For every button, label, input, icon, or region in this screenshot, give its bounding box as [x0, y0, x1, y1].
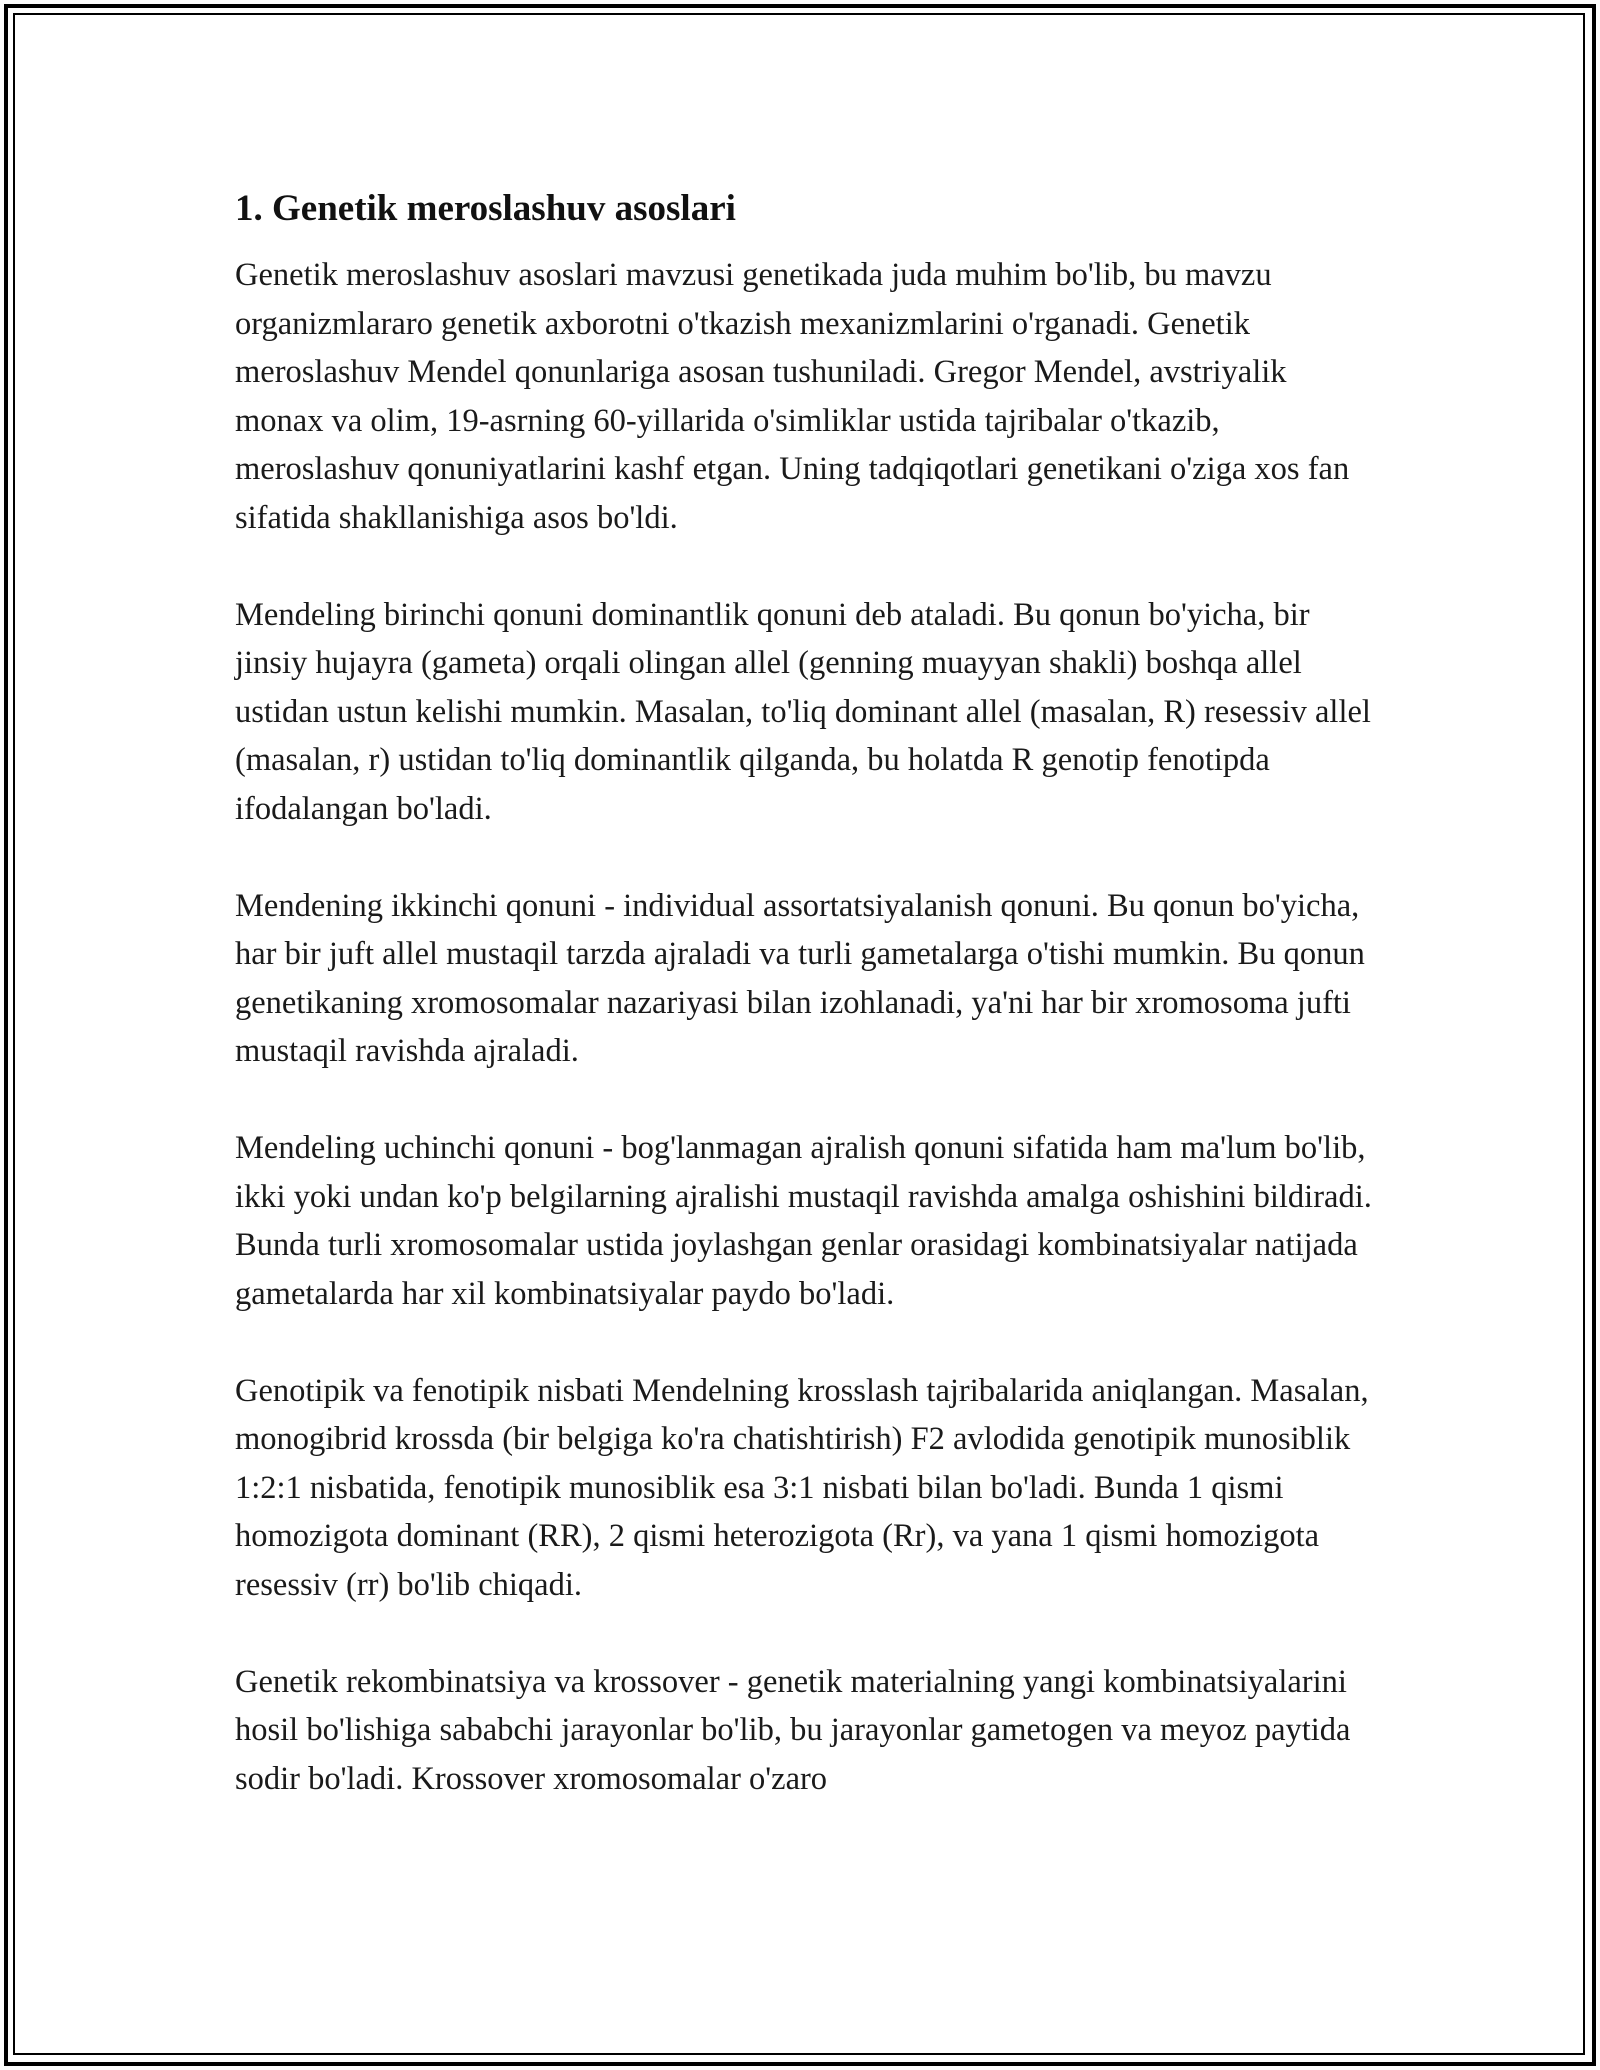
paragraph-first-law: Mendeling birinchi qonuni dominantlik qonuni deb ataladi. Bu qonun bo'yicha, bir jinsiy hujayra (gameta) orqali olingan allel (genning muayyan shakli) boshqa allel ustidan ustun kelishi mumkin. Masalan, to'liq dominant allel (masalan, R) resessiv allel (masalan, r) ustidan to'liq dominantlik qilganda, bu holatda R genotip fenotipda ifodalangan bo'ladi. [235, 596, 1371, 827]
paragraph-intro: Genetik meroslashuv asoslari mavzusi genetikada juda muhim bo'lib, bu mavzu organizmlararo genetik axborotni o'tkazish mexanizmlarini o'rganadi. Genetik meroslashuv Mendel qonunlariga asosan tushuniladi. Gregor Mendel, avstriyalik monax va olim, 19-asrning 60-yillarida o'simliklar ustida tajribalar o'tkazib, meroslashuv qonuniyatlarini kashf etgan. Uning tadqiqotlari genetikani o'ziga xos fan sifatida shakllanishiga asos bo'ldi. [235, 257, 1350, 536]
paragraph-recombination: Genetik rekombinatsiya va krossover - genetik materialning yangi kombinatsiyalarini hosil bo'lishiga sababchi jarayonlar bo'lib, bu jarayonlar gametogen va meyoz paytida sodir bo'ladi. Krossover xromosomalar o'zaro [235, 1663, 1351, 1797]
document-body [235, 185, 1375, 1852]
paragraph-ratios: Genotipik va fenotipik nisbati Mendelning krosslash tajribalarida aniqlangan. Masalan, monogibrid krossda (bir belgiga ko'ra chatishtirish) F2 avlodida genotipik munosiblik 1:2:1 nisbatida, fenotipik munosiblik esa 3:1 nisbati bilan bo'ladi. Bunda 1 qismi homozigota dominant (RR), 2 qismi heterozigota (Rr), va yana 1 qismi homozigota resessiv (rr) bo'lib chiqadi. [235, 1372, 1369, 1603]
paragraph-second-law: Mendening ikkinchi qonuni - individual assortatsiyalanish qonuni. Bu qonun bo'yicha, har bir juft allel mustaqil tarzda ajraladi va turli gametalarga o'tishi mumkin. Bu qonun genetikaning xromosomalar nazariyasi bilan izohlanadi, ya'ni har bir xromosoma jufti mustaqil ravishda ajraladi. [235, 887, 1365, 1069]
section-title: 1. Genetik meroslashuv asoslari [235, 188, 736, 229]
paragraph-third-law: Mendeling uchinchi qonuni - bog'lanmagan ajralish qonuni sifatida ham ma'lum bo'lib, ikki yoki undan ko'p belgilarning ajralishi mustaqil ravishda amalga oshishini bildiradi. Bunda turli xromosomalar ustida joylashgan genlar orasidagi kombinatsiyalar natijada gametalarda har xil kombinatsiyalar paydo bo'ladi. [235, 1130, 1372, 1312]
